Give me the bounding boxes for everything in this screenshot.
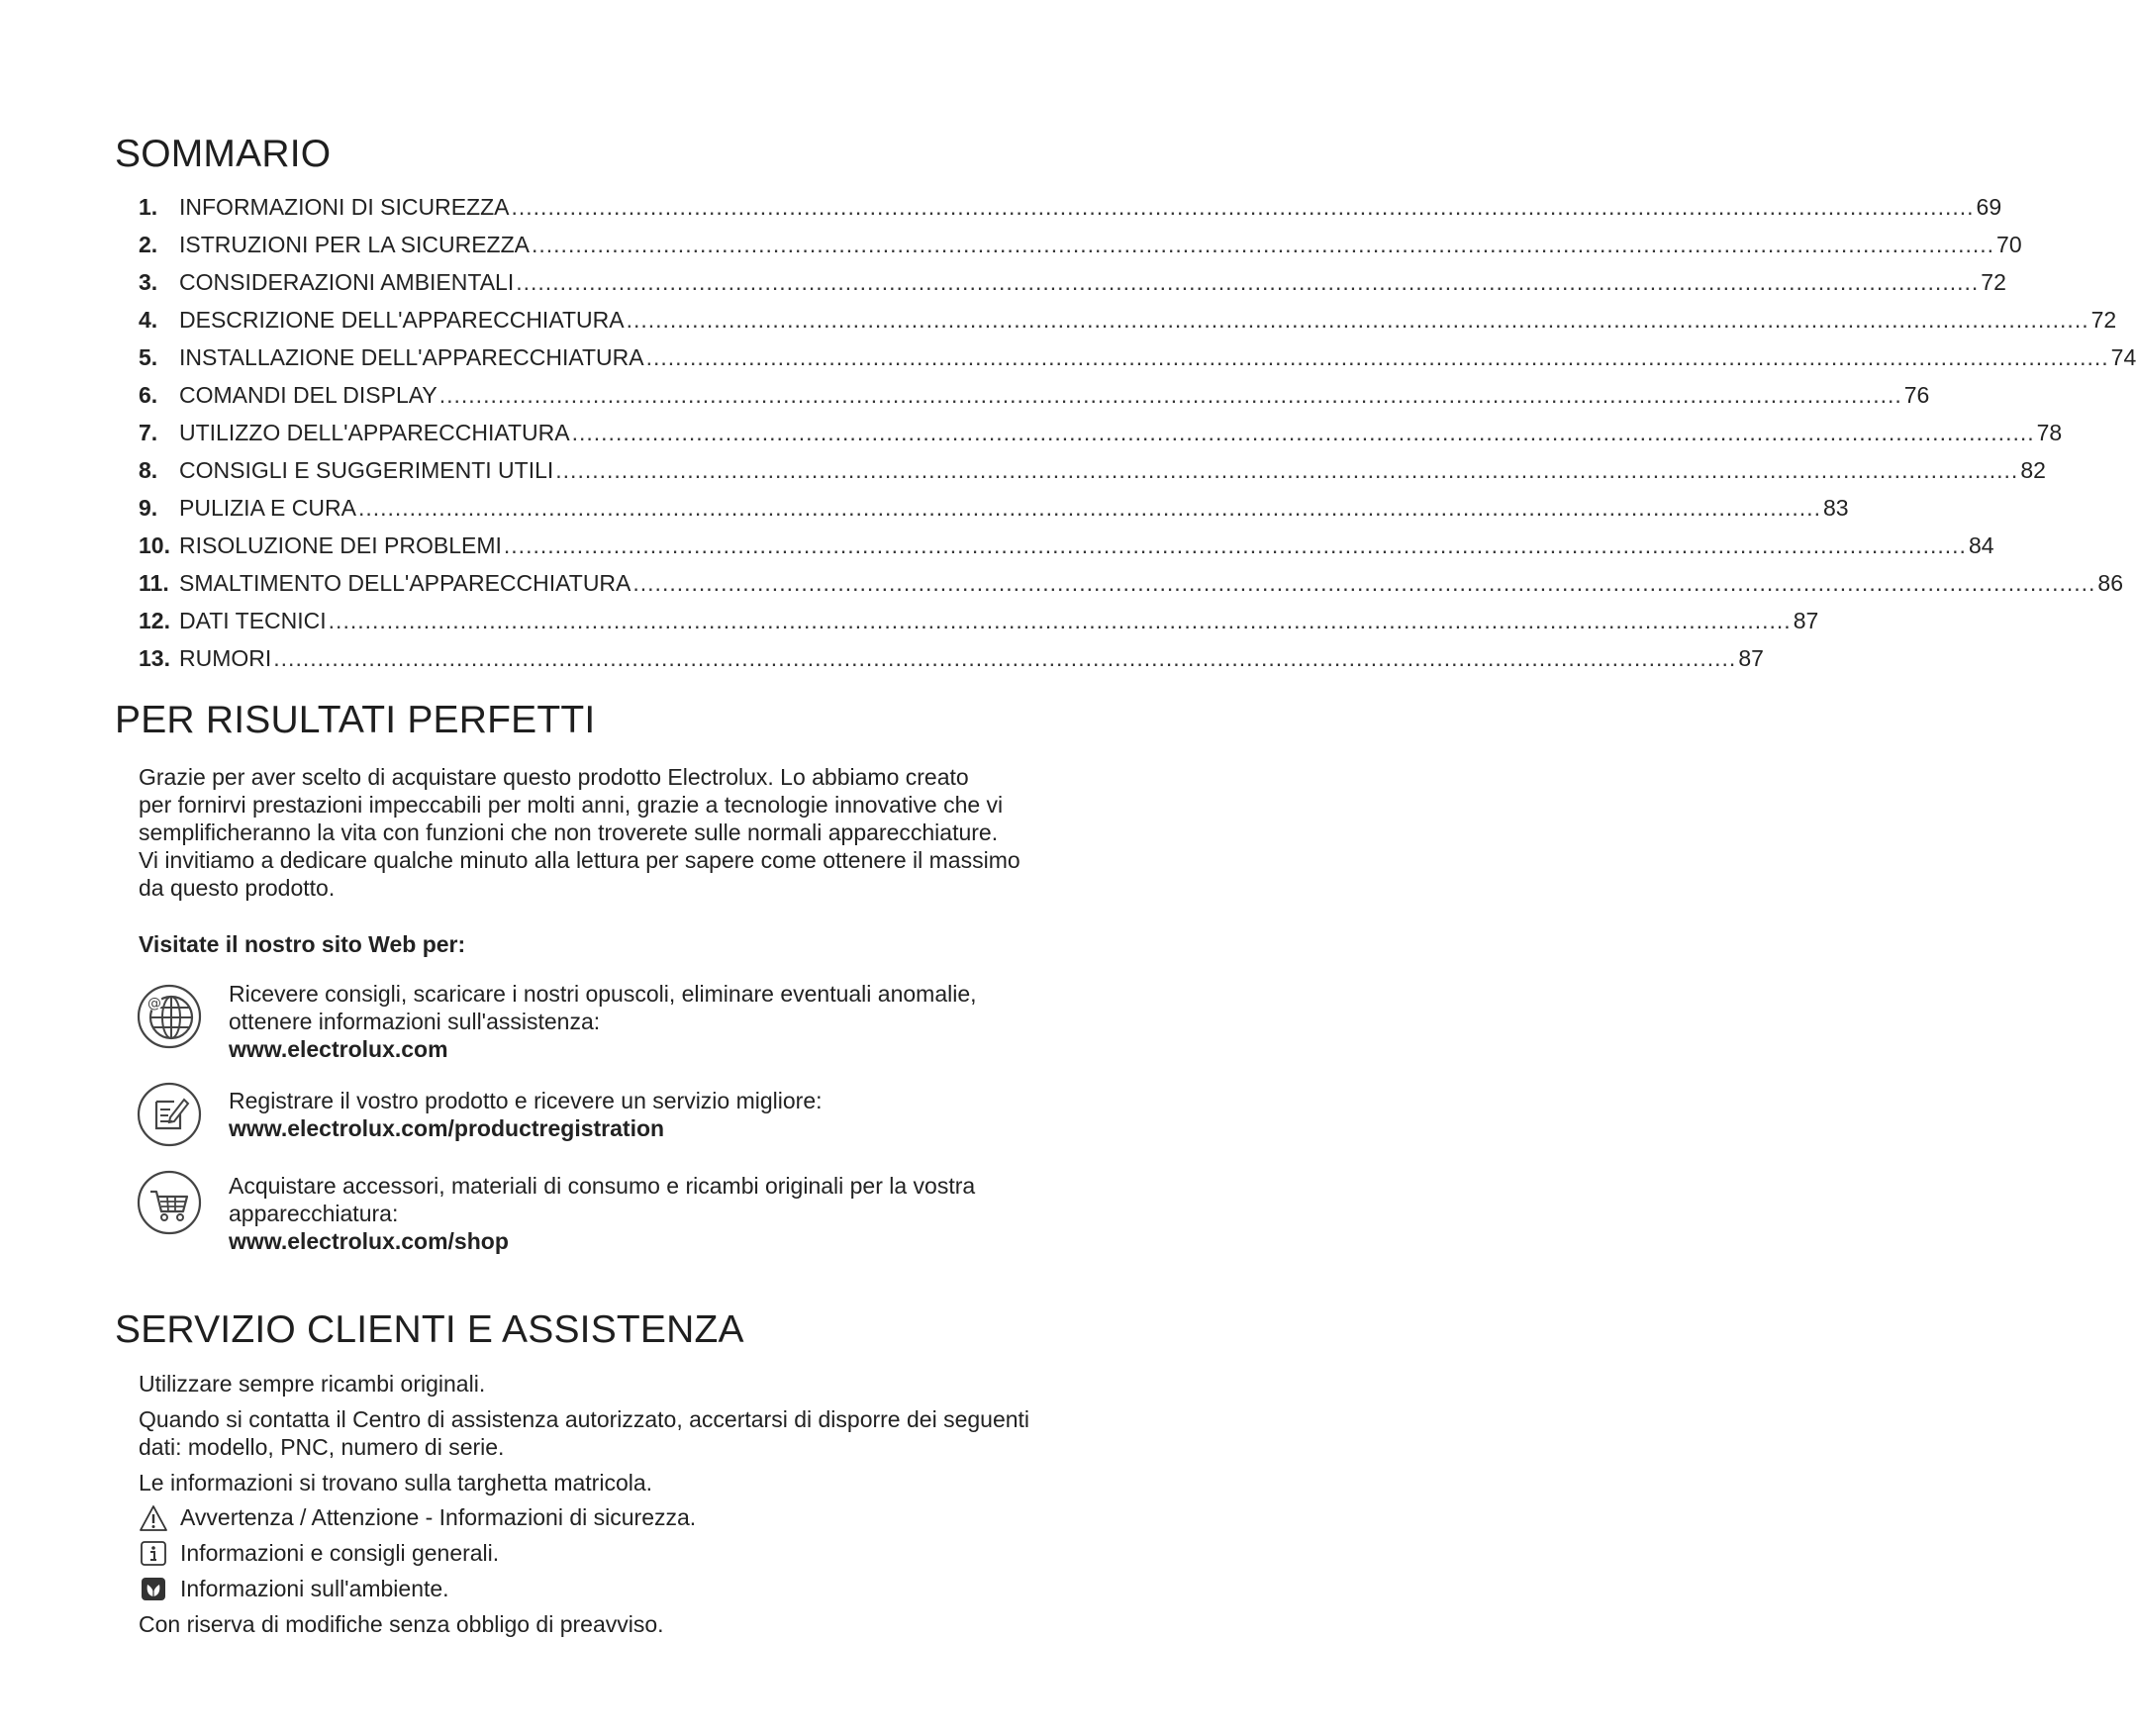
toc-page-number: 69 [1976,194,2002,220]
intro-line: per fornirvi prestazioni impeccabili per molti anni, grazie a tecnologie innovative che vi [139,792,1004,818]
intro-line: da questo prodotto. [139,875,336,901]
globe-at-icon [137,984,202,1049]
shopping-cart-icon [137,1170,202,1235]
toc-page-number: 82 [2020,457,2046,483]
toc-entry[interactable] [139,232,2022,269]
link-productregistration[interactable]: www.electrolux.com/productregistration [229,1115,665,1141]
toc-dot-leader: ........................................................................................................................................................................................................ [328,608,1792,633]
toc-title: SMALTIMENTO DELL'APPARECCHIATURA [179,570,631,596]
toc-page-number: 70 [1996,232,2022,257]
svg-text:@: @ [147,996,161,1012]
section-title-servizio: SERVIZIO CLIENTI E ASSISTENZA [115,1308,744,1351]
toc-number: 13. [139,645,170,671]
toc-entry[interactable] [139,495,1849,532]
table-of-contents [139,194,2136,683]
toc-dot-leader: ........................................................................................................................................................................................................ [632,570,2096,596]
toc-entry[interactable] [139,645,1764,683]
toc-page-number: 87 [1738,645,1764,671]
toc-dot-leader: ........................................................................................................................................................................................................ [555,457,2019,483]
legend-warning-text: Avvertenza / Attenzione - Informazioni di sicurezza. [180,1504,697,1530]
toc-title: PULIZIA E CURA [179,495,356,521]
section-title-risultati: PER RISULTATI PERFETTI [115,699,596,741]
toc-entry[interactable] [139,269,2006,307]
toc-title: RUMORI [179,645,272,671]
toc-number: 7. [139,420,158,445]
toc-number: 2. [139,232,158,257]
toc-entry[interactable] [139,307,2117,344]
toc-dot-leader: ........................................................................................................................................................................................................ [626,307,2089,333]
toc-number: 8. [139,457,158,483]
toc-number: 6. [139,382,158,408]
toc-entry[interactable] [139,194,2002,232]
intro-line: Vi invitiamo a dedicare qualche minuto alla lettura per sapere come ottenere il massimo [139,847,1020,873]
toc-entry[interactable] [139,420,2063,457]
registration-form-icon [137,1082,202,1147]
toc-title: INSTALLAZIONE DELL'APPARECCHIATURA [179,344,644,370]
toc-dot-leader: ........................................................................................................................................................................................................ [503,532,1967,558]
web-shop-line: Acquistare accessori, materiali di consumo e ricambi originali per la vostra [229,1173,976,1199]
toc-number: 5. [139,344,158,370]
toc-dot-leader: ........................................................................................................................................................................................................ [438,382,1902,408]
toc-title: UTILIZZO DELL'APPARECCHIATURA [179,420,570,445]
web-registration-line: Registrare il vostro prodotto e ricevere un servizio migliore: [229,1088,823,1113]
toc-title: DATI TECNICI [179,608,327,633]
toc-number: 11. [139,570,169,596]
intro-line: Grazie per aver scelto di acquistare questo prodotto Electrolux. Lo abbiamo creato [139,764,969,790]
toc-title: DESCRIZIONE DELL'APPARECCHIATURA [179,307,625,333]
toc-page-number: 76 [1903,382,1930,408]
toc-title: CONSIGLI E SUGGERIMENTI UTILI [179,457,554,483]
toc-page-number: 72 [2090,307,2117,333]
environment-leaf-icon [139,1576,168,1603]
toc-page-number: 74 [2110,344,2136,370]
toc-title: ISTRUZIONI PER LA SICUREZZA [179,232,530,257]
toc-page-number: 83 [1822,495,1849,521]
web-shop-line: apparecchiatura: [229,1201,399,1226]
warning-triangle-icon [139,1504,168,1532]
toc-number: 10. [139,532,170,558]
intro-paragraph [139,763,1118,902]
toc-entry[interactable] [139,457,2046,495]
intro-line: semplificheranno la vita con funzioni che non troverete sulle normali apparecchiature. [139,820,999,845]
toc-number: 4. [139,307,158,333]
service-notice: Con riserva di modifiche senza obbligo di preavviso. [139,1611,664,1637]
toc-title: RISOLUZIONE DEI PROBLEMI [179,532,502,558]
info-icon [139,1540,168,1568]
toc-page-number: 86 [2097,570,2124,596]
legend-info-text: Informazioni e consigli generali. [180,1540,500,1566]
toc-dot-leader: ........................................................................................................................................................................................................ [511,194,1975,220]
toc-dot-leader: ........................................................................................................................................................................................................ [357,495,1821,521]
toc-dot-leader: ........................................................................................................................................................................................................ [645,344,2109,370]
visit-website-label: Visitate il nostro sito Web per: [139,931,466,957]
toc-dot-leader: ........................................................................................................................................................................................................ [516,269,1980,295]
toc-dot-leader: ........................................................................................................................................................................................................ [571,420,2035,445]
service-plate-info: Le informazioni si trovano sulla targhetta matricola. [139,1470,653,1495]
service-contact-line: dati: modello, PNC, numero di serie. [139,1434,505,1460]
web-support-line: Ricevere consigli, scaricare i nostri opuscoli, eliminare eventuali anomalie, [229,981,977,1007]
toc-page-number: 87 [1793,608,1819,633]
toc-number: 12. [139,608,170,633]
link-shop[interactable]: www.electrolux.com/shop [229,1228,509,1254]
toc-title: INFORMAZIONI DI SICUREZZA [179,194,510,220]
toc-number: 3. [139,269,158,295]
toc-page-number: 72 [1981,269,2006,295]
toc-entry[interactable] [139,382,1930,420]
service-contact-paragraph [139,1405,1128,1461]
toc-entry[interactable] [139,608,1819,645]
toc-dot-leader: ........................................................................................................................................................................................................ [532,232,1995,257]
toc-entry[interactable] [139,570,2124,608]
toc-entry[interactable] [139,532,1994,570]
toc-page-number: 78 [2036,420,2063,445]
link-electrolux[interactable]: www.electrolux.com [229,1036,448,1062]
toc-title: CONSIDERAZIONI AMBIENTALI [179,269,515,295]
web-support-line: ottenere informazioni sull'assistenza: [229,1009,601,1034]
legend-environment-text: Informazioni sull'ambiente. [180,1576,449,1601]
toc-title: COMANDI DEL DISPLAY [179,382,437,408]
toc-page-number: 84 [1968,532,1994,558]
service-contact-line: Quando si contatta il Centro di assistenza autorizzato, accertarsi di disporre dei seguenti [139,1406,1030,1432]
service-original-parts: Utilizzare sempre ricambi originali. [139,1371,486,1397]
toc-number: 1. [139,194,158,220]
toc-entry[interactable] [139,344,2136,382]
section-title-sommario: SOMMARIO [115,133,332,175]
toc-number: 9. [139,495,158,521]
toc-dot-leader: ........................................................................................................................................................................................................ [273,645,1737,671]
